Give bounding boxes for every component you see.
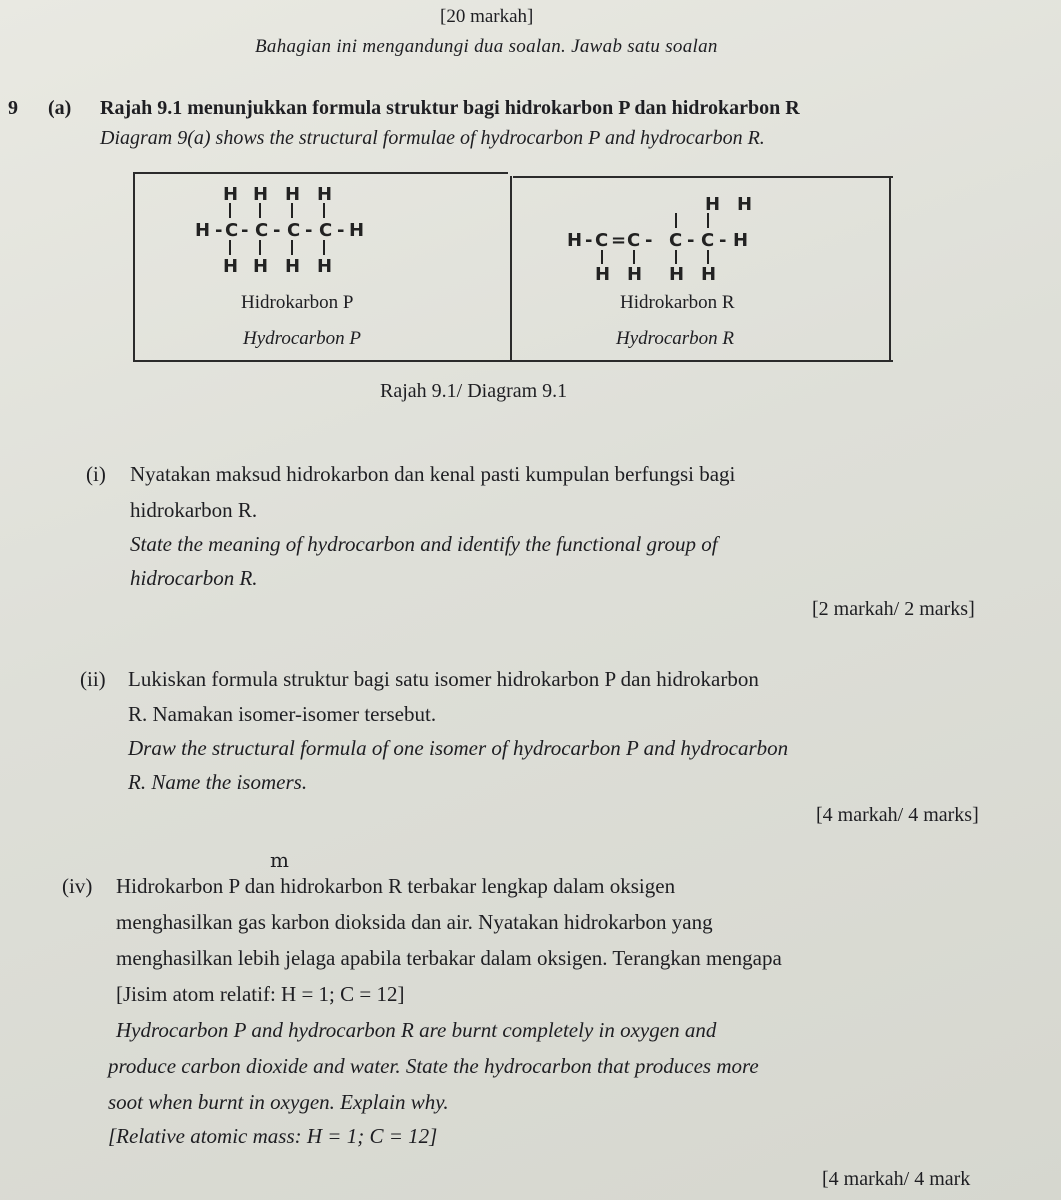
svg-text:-: - [719, 230, 727, 251]
hydrocarbon-r-label-english: Hydrocarbon R [616, 328, 735, 349]
part-i-malay-line2: hidrokarbon R. [130, 498, 258, 522]
part-iv-english-line1: Hydrocarbon P and hydrocarbon R are burnt completely in oxygen and [116, 1018, 717, 1042]
structural-formula-diagram [133, 172, 893, 362]
svg-text:H: H [285, 184, 301, 205]
part-iv-malay-line4: [Jisim atom relatif: H = 1; C = 12] [116, 982, 405, 1006]
svg-text:C: C [225, 220, 239, 241]
svg-text:H: H [317, 184, 333, 205]
part-ii-marks: [4 markah/ 4 marks] [816, 804, 979, 826]
svg-text:H: H [253, 184, 269, 205]
part-ii-malay-line1: Lukiskan formula struktur bagi satu isomer hidrokarbon P dan hidrokarbon [128, 667, 759, 691]
part-iv-english-line4: [Relative atomic mass: H = 1; C = 12] [108, 1124, 438, 1148]
handwritten-annotation: m [270, 848, 289, 872]
svg-text:H: H [317, 256, 333, 277]
svg-text:H: H [223, 184, 239, 205]
table-bottom-line [133, 360, 893, 362]
svg-text:-: - [337, 220, 345, 241]
part-iv-malay-line2: menghasilkan gas karbon dioksida dan air. Nyatakan hidrokarbon yang [116, 910, 713, 934]
part-ii-english-line1: Draw the structural formula of one isomer of hydrocarbon P and hydrocarbon [128, 736, 789, 760]
svg-text:H: H [627, 264, 643, 285]
svg-text:-: - [585, 230, 593, 251]
part-ii-malay-line2: R. Namakan isomer-isomer tersebut. [128, 702, 437, 726]
part-iv-malay-line3: menghasilkan lebih jelaga apabila terbakar dalam oksigen. Terangkan mengapa [116, 946, 782, 970]
svg-text:-: - [215, 220, 223, 241]
part-a-english: Diagram 9(a) shows the structural formulae of hydrocarbon P and hydrocarbon R. [100, 127, 765, 149]
svg-text:H: H [705, 194, 721, 215]
svg-text:H: H [737, 194, 753, 215]
svg-text:C: C [701, 230, 715, 251]
part-i-marks: [2 markah/ 2 marks] [812, 598, 975, 620]
svg-text:-: - [305, 220, 313, 241]
diagram-caption: Rajah 9.1/ Diagram 9.1 [380, 380, 568, 402]
table-left-line [133, 172, 135, 360]
svg-text:H: H [285, 256, 301, 277]
svg-text:H: H [669, 264, 685, 285]
question-number: 9 [8, 97, 18, 119]
hydrocarbon-p-label-english: Hydrocarbon P [243, 328, 362, 349]
part-ii-english-line2: R. Name the isomers. [128, 770, 308, 794]
part-iv-label: (iv) [62, 874, 93, 898]
svg-text:=: = [611, 230, 627, 251]
svg-text:H: H [567, 230, 583, 251]
total-marks: [20 markah] [440, 6, 534, 27]
svg-text:H: H [195, 220, 211, 241]
part-iv-malay-line1: Hidrokarbon P dan hidrokarbon R terbakar lengkap dalam oksigen [116, 874, 676, 898]
section-instruction: Bahagian ini mengandungi dua soalan. Jawab satu soalan [255, 36, 718, 57]
svg-text:H: H [253, 256, 269, 277]
svg-text:H: H [733, 230, 749, 251]
svg-text:C: C [287, 220, 301, 241]
part-i-english-line1: State the meaning of hydrocarbon and identify the functional group of [130, 532, 718, 556]
table-top-line-left [133, 172, 508, 174]
svg-text:H: H [223, 256, 239, 277]
part-i-label: (i) [86, 462, 106, 486]
table-top-line-right [513, 176, 893, 178]
svg-text:-: - [645, 230, 653, 251]
svg-text:H: H [349, 220, 365, 241]
part-iv-english-line3: soot when burnt in oxygen. Explain why. [108, 1090, 449, 1114]
svg-text:H: H [595, 264, 611, 285]
hydrocarbon-p-structure [193, 180, 443, 280]
part-a-label: (a) [48, 97, 72, 119]
svg-text:C: C [627, 230, 641, 251]
part-i-english-line2: hidrocarbon R. [130, 566, 258, 590]
part-ii-label: (ii) [80, 667, 106, 691]
svg-text:C: C [319, 220, 333, 241]
svg-text:H: H [701, 264, 717, 285]
svg-text:C: C [255, 220, 269, 241]
part-a-malay: Rajah 9.1 menunjukkan formula struktur bagi hidrokarbon P dan hidrokarbon R [100, 97, 800, 119]
hydrocarbon-r-structure [565, 190, 825, 290]
svg-text:-: - [241, 220, 249, 241]
hydrocarbon-r-label-malay: Hidrokarbon R [620, 292, 735, 313]
hydrocarbon-p-label-malay: Hidrokarbon P [241, 292, 354, 313]
svg-text:C: C [669, 230, 683, 251]
svg-text:C: C [595, 230, 609, 251]
table-right-line [889, 176, 891, 360]
svg-text:-: - [273, 220, 281, 241]
svg-text:-: - [687, 230, 695, 251]
part-i-malay-line1: Nyatakan maksud hidrokarbon dan kenal pasti kumpulan berfungsi bagi [130, 462, 736, 486]
table-middle-line [510, 176, 512, 360]
part-iv-marks: [4 markah/ 4 mark [822, 1168, 971, 1190]
part-iv-english-line2: produce carbon dioxide and water. State the hydrocarbon that produces more [108, 1054, 759, 1078]
